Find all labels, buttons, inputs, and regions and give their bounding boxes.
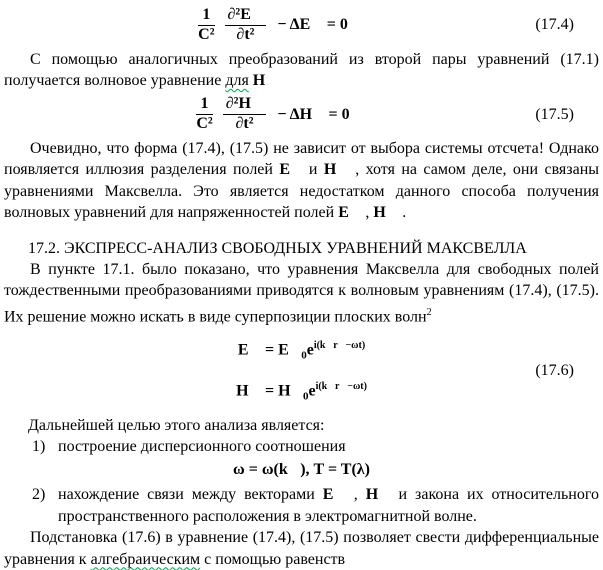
section-heading-17-2: 17.2. ЭКСПРЕСС-АНАЛИЗ СВОБОДНЫХ УРАВНЕНИЙ МАКСВЕЛЛА bbox=[28, 239, 527, 257]
paragraph-substitution bbox=[4, 527, 599, 570]
text-run: Подстановка (17.6) в уравнение (17.4), (17.5) позволяет свести дифференциальные уравнения к bbox=[4, 529, 599, 568]
vector-H-inline: H⃗ bbox=[252, 72, 278, 89]
equation-17-5 bbox=[4, 92, 599, 137]
text-run: Очевидно, что форма (17.4), (17.5) не зависит от выбора системы отсчета! Однако появляется иллюзия разделения полей bbox=[4, 140, 599, 179]
fraction-one-over-c2 bbox=[198, 7, 214, 44]
footnote-marker: 2 bbox=[426, 306, 432, 318]
list-intro: Дальнейшей целью этого анализа является: bbox=[28, 416, 325, 434]
vector-E-inline: E⃗ bbox=[338, 204, 362, 222]
plane-wave-H bbox=[4, 371, 599, 413]
text-run: с помощью равенств bbox=[200, 550, 346, 568]
equation-number-17-6: (17.6) bbox=[535, 362, 574, 380]
fraction-numerator: 1 bbox=[196, 96, 212, 115]
list-marker: 2) bbox=[32, 486, 46, 504]
fraction-one-over-c2 bbox=[196, 96, 212, 133]
text-run: и закона их относительного пространственного расположения в электромагнитной волне. bbox=[58, 486, 600, 525]
text-run: , bbox=[361, 204, 374, 222]
subscript-zero: 0 bbox=[302, 390, 309, 403]
equation-number-17-5: (17.5) bbox=[535, 105, 574, 123]
fraction-numerator: ∂²E⃗ bbox=[225, 7, 267, 26]
vector-H-inline: H⃗ bbox=[365, 486, 391, 504]
fraction-denominator: C² bbox=[196, 115, 213, 133]
spellcheck-word: для bbox=[225, 72, 249, 89]
text-run: и bbox=[302, 161, 324, 179]
equation-number-17-4: (17.4) bbox=[535, 16, 574, 34]
text-run: , хотя на самом деле, они связаны уравнениями Максвелла. Это является недостатком данного способа получения волновых уравнений для напряженностей полей bbox=[4, 161, 600, 222]
fraction-denominator: C² bbox=[198, 25, 215, 43]
dispersion-relation: ω = ω(k⃗), T = T(λ) bbox=[233, 461, 370, 479]
fraction-denominator: ∂t² bbox=[235, 115, 254, 133]
wave-equation-E bbox=[195, 6, 348, 43]
text-run: В пункте 17.1. было показано, что уравнения Максвелла для свободных полей тождественными преобразованиями приводятся к волновым уравнениям (17.4), (17.5). Их решение можно искать в виде суперпозиции плоских волн bbox=[4, 261, 599, 326]
spellcheck-word: алгебраическим bbox=[90, 550, 201, 568]
exponential-base: e bbox=[308, 382, 316, 400]
list-item-2 bbox=[4, 484, 599, 527]
paragraph-plane-waves bbox=[4, 259, 599, 328]
exponential-base: e bbox=[306, 340, 314, 358]
plane-wave-E bbox=[4, 330, 599, 372]
list-item-text: построение дисперсионного соотношения bbox=[58, 438, 346, 456]
equation-lhs: H⃗ = H⃗ bbox=[236, 382, 303, 400]
equation-17-4 bbox=[4, 3, 599, 48]
paragraph-transformations bbox=[4, 49, 599, 92]
wave-equation-H bbox=[193, 95, 350, 133]
fraction-d2E-dt2 bbox=[225, 7, 267, 44]
equation-tail: − ΔH⃗ = 0 bbox=[277, 105, 350, 123]
equation-tail: − ΔE⃗ = 0 bbox=[277, 16, 348, 34]
fraction-denominator: ∂t² bbox=[236, 25, 255, 43]
fraction-numerator: 1 bbox=[198, 7, 214, 26]
text-run: нахождение связи между векторами bbox=[58, 486, 323, 504]
list-item-1 bbox=[4, 436, 599, 457]
subscript-zero: 0 bbox=[301, 349, 307, 362]
text-run: . bbox=[398, 204, 407, 222]
vector-H-inline: H⃗ bbox=[323, 161, 349, 179]
fraction-d2H-dt2 bbox=[223, 96, 267, 133]
list-marker: 1) bbox=[32, 438, 46, 456]
vector-E-inline: E⃗ bbox=[279, 161, 303, 179]
equation-17-6 bbox=[4, 330, 599, 413]
exponent-phase: i(k⃗r⃗−ωt) bbox=[315, 381, 367, 393]
exponent-phase: i(k⃗r⃗−ωt) bbox=[313, 339, 366, 351]
text-run: С помощью аналогичных преобразований из второй пары уравнений (17.1) получается волновое уравнение bbox=[4, 50, 599, 89]
fraction-numerator: ∂²H⃗ bbox=[223, 96, 267, 115]
vector-H-inline: H⃗ bbox=[373, 204, 399, 222]
text-run: , bbox=[345, 486, 366, 504]
list-item-text bbox=[58, 484, 599, 527]
equation-lhs: E⃗ = E⃗ bbox=[237, 340, 302, 358]
paragraph-form-invariance bbox=[4, 138, 599, 224]
vector-E-inline: E⃗ bbox=[322, 486, 346, 504]
